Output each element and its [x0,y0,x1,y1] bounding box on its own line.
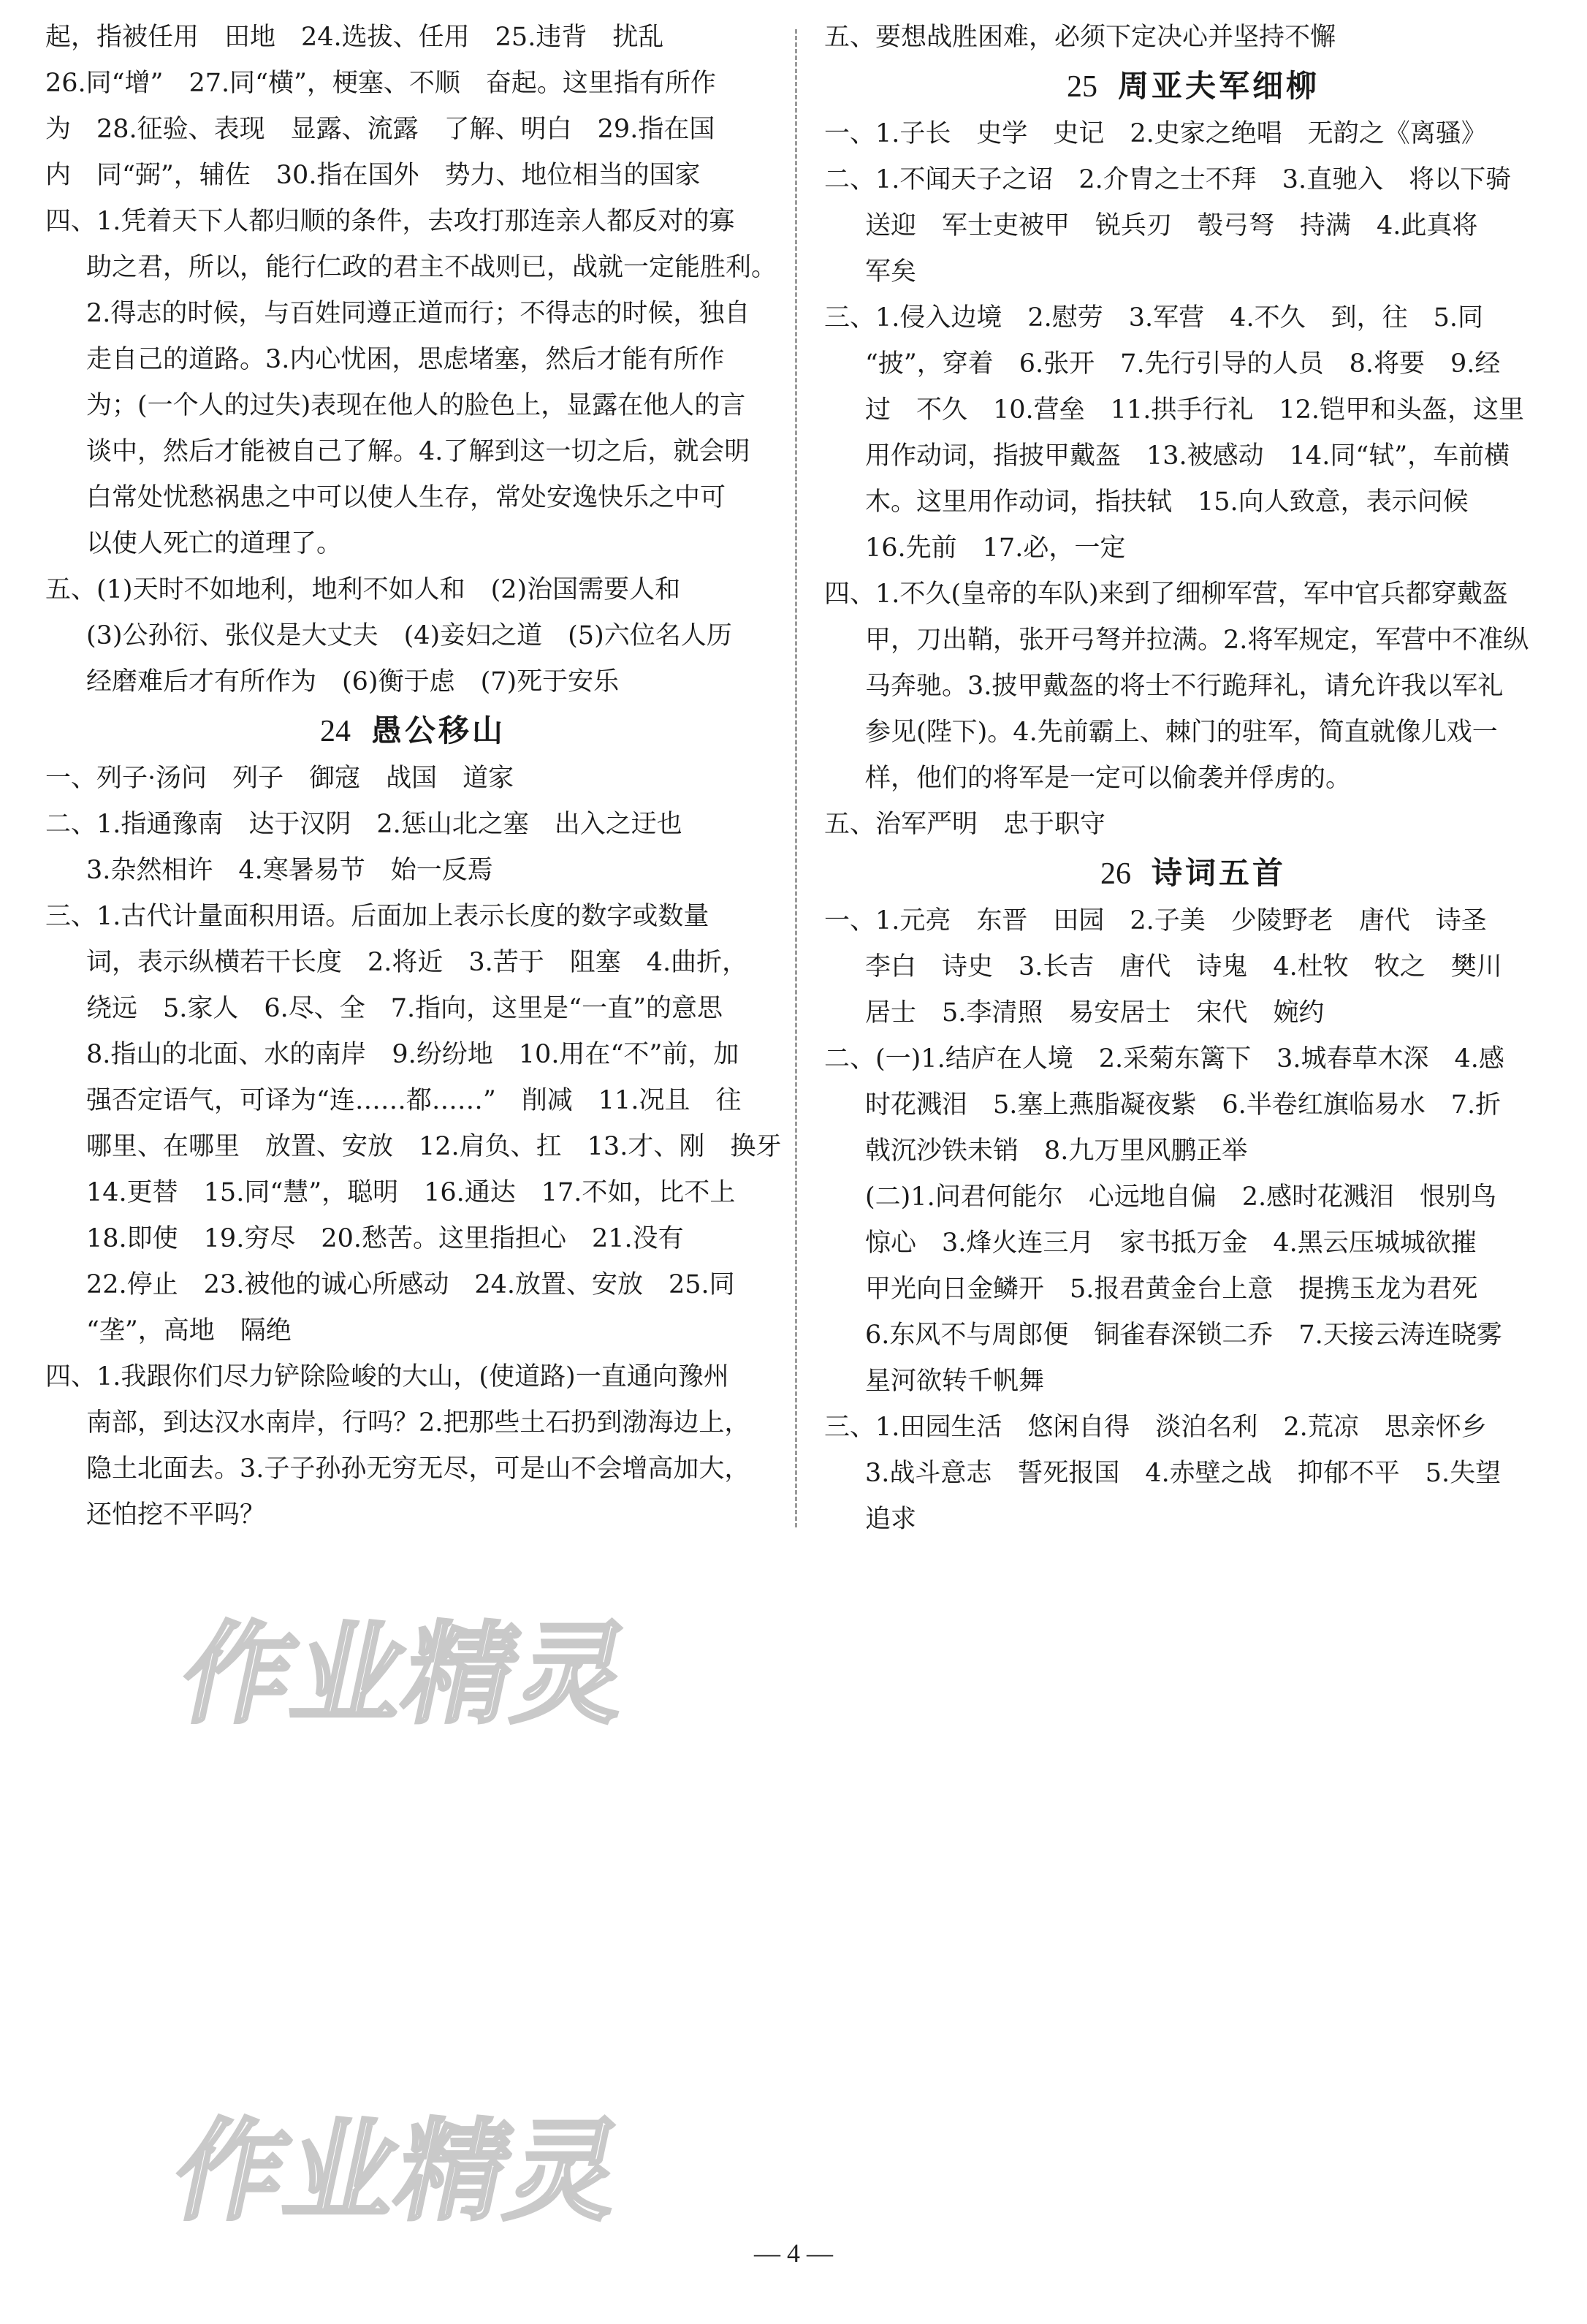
text-line: 甲，刀出鞘，张开弓弩并拉满。2.将军规定，军营中不准纵 [865,626,1529,655]
text-line: 惊心 3.烽火连三月 家书抵万金 4.黑云压城城欲摧 [865,1229,1477,1258]
text-line: 为 28.征验、表现 显露、流露 了解、明白 29.指在国 [45,115,715,144]
text-line: 一、1.子长 史学 史记 2.史家之绝唱 无韵之《离骚》 [824,119,1487,148]
text-line: 三、1.侵入边境 2.慰劳 3.军营 4.不久 到，往 5.同 [824,303,1483,333]
text-line: 谈中，然后才能被自己了解。4.了解到这一切之后，就会明 [86,437,750,466]
watermark-logo: 作业精灵 [163,2108,635,2236]
text-line: 一、1.元亮 东晋 田园 2.子美 少陵野老 唐代 诗圣 [824,906,1487,935]
text-line: 居士 5.李清照 易安居士 宋代 婉约 [865,998,1325,1028]
text-line: 18.即使 19.穷尽 20.愁苦。这里指担心 21.没有 [86,1224,684,1253]
text-line: 四、1.我跟你们尽力铲除险峻的大山，(使道路)一直通向豫州 [45,1362,729,1391]
text-line: 强否定语气，可译为“连……都……” 削减 11.况且 往 [86,1086,742,1115]
text-line: “垄”，高地 隔绝 [86,1316,292,1345]
text-line: 白常处忧愁祸患之中可以使人生存，常处安逸快乐之中可 [86,483,726,512]
text-line: 时花溅泪 5.塞上燕脂凝夜紫 6.半卷红旗临易水 7.折 [865,1090,1502,1120]
section-number: 24 [319,715,351,748]
text-line: 绕远 5.家人 6.尽、全 7.指向，这里是“一直”的意思 [86,994,723,1023]
section-name: 愚公移山 [370,713,506,748]
text-line: 二、1.不闻天子之诏 2.介胄之士不拜 3.直驰入 将以下骑 [824,165,1512,194]
section-title-24 [45,707,780,756]
text-line: 样，他们的将军是一定可以偷袭并俘虏的。 [865,764,1352,793]
text-line: 五、要想战胜困难，必须下定决心并坚持不懈 [824,23,1336,52]
text-line: 星河欲转千帆舞 [865,1367,1045,1396]
text-line: 五、治军严明 忠于职守 [824,810,1106,839]
text-line: 14.更替 15.同“慧”，聪明 16.通达 17.不如，比不上 [86,1178,736,1207]
text-line: 四、1.凭着天下人都归顺的条件，去攻打那连亲人都反对的寡 [45,207,735,236]
text-line: 过 不久 10.营垒 11.拱手行礼 12.铠甲和头盔，这里 [865,395,1524,425]
text-line: 6.东风不与周郎便 铜雀春深锁二乔 7.天接云涛连晓雾 [865,1321,1502,1350]
section-name: 周亚夫军细柳 [1117,68,1320,104]
text-line: 三、1.古代计量面积用语。后面加上表示长度的数字或数量 [45,902,709,931]
text-line: 马奔驰。3.披甲戴盔的将士不行跪拜礼，请允许我以军礼 [865,672,1504,701]
text-line: 追求 [865,1505,917,1534]
text-line: (3)公孙衍、张仪是大丈夫 (4)妾妇之道 (5)六位名人历 [86,621,732,650]
text-line: 五、(1)天时不如地利，地利不如人和 (2)治国需要人和 [45,575,681,604]
text-line: 内 同“弼”，辅佐 30.指在国外 势力、地位相当的国家 [45,161,701,190]
text-line: 起，指被任用 田地 24.选拔、任用 25.违背 扰乱 [45,23,664,52]
text-line: 助之君，所以，能行仁政的君主不战则已，战就一定能胜利。 [86,253,777,282]
text-line: 四、1.不久(皇帝的车队)来到了细柳军营，军中官兵都穿戴盔 [824,580,1508,609]
text-line: 一、列子·汤问 列子 御寇 战国 道家 [45,764,514,793]
text-line: 隐土北面去。3.子子孙孙无穷无尽，可是山不会增高加大， [86,1454,750,1484]
text-line: 军矣 [865,257,917,286]
section-number: 25 [1066,70,1097,104]
text-line: 南部，到达汉水南岸，行吗？2.把那些土石扔到渤海边上， [86,1408,750,1438]
page-number: — 4 — [754,2238,833,2268]
text-line: (二)1.问君何能尔 心远地自偏 2.感时花溅泪 恨别鸟 [865,1182,1497,1212]
text-line: 为；(一个人的过失)表现在他人的脸色上，显露在他人的言 [86,391,746,420]
text-line: 参见(陛下)。4.先前霸上、棘门的驻军，简直就像儿戏一 [865,718,1498,747]
text-line: 木。这里用作动词，指扶轼 15.向人致意，表示问候 [865,487,1469,517]
text-line: 词，表示纵横若干长度 2.将近 3.苦于 阻塞 4.曲折， [86,948,748,977]
text-line: 还怕挖不平吗？ [86,1500,266,1530]
text-line: 26.同“增” 27.同“横”，梗塞、不顺 奋起。这里指有所作 [45,69,716,98]
text-line: 3.战斗意志 誓死报国 4.赤壁之战 抑郁不平 5.失望 [865,1459,1502,1488]
text-line: 哪里、在哪里 放置、安放 12.肩负、扛 13.才、刚 换牙 [86,1132,782,1161]
text-line: 用作动词，指披甲戴盔 13.被感动 14.同“轼”，车前横 [865,441,1510,471]
left-column [45,15,780,1538]
text-line: 2.得志的时候，与百姓同遵正道而行；不得志的时候，独自 [86,299,750,328]
text-line: 送迎 军士吏被甲 锐兵刃 彀弓弩 持满 4.此真将 [865,211,1478,240]
text-line: 走自己的道路。3.内心忧困，思虑堵塞，然后才能有所作 [86,345,725,374]
text-line: 以使人死亡的道理了。 [86,529,343,558]
watermark-logo: 作业精灵 [170,1611,642,1739]
text-line: “披”，穿着 6.张开 7.先行引导的人员 8.将要 9.经 [865,349,1501,379]
text-line: 戟沉沙铁未销 8.九万里风鹏正举 [865,1136,1248,1166]
text-line: 李白 诗史 3.长吉 唐代 诗鬼 4.杜牧 牧之 樊川 [865,952,1502,981]
text-line: 3.杂然相许 4.寒暑易节 始一反焉 [86,856,493,885]
column-divider [795,29,797,1527]
text-line: 22.停止 23.被他的诚心所感动 24.放置、安放 25.同 [86,1270,735,1299]
section-title-25 [824,62,1562,111]
text-line: 甲光向日金鳞开 5.报君黄金台上意 提携玉龙为君死 [865,1275,1478,1304]
text-line: 经磨难后才有所作为 (6)衡于虑 (7)死于安乐 [86,667,620,696]
section-name: 诗词五首 [1151,855,1286,891]
text-line: 二、1.指通豫南 达于汉阴 2.惩山北之塞 出入之迂也 [45,810,682,839]
section-number: 26 [1100,857,1131,891]
text-line: 三、1.田园生活 悠闲自得 淡泊名利 2.荒凉 思亲怀乡 [824,1413,1487,1442]
text-line: 8.指山的北面、水的南岸 9.纷纷地 10.用在“不”前，加 [86,1040,739,1069]
text-line: 16.先前 17.必，一定 [865,533,1126,563]
section-title-26 [824,849,1562,898]
text-line: 二、(一)1.结庐在人境 2.采菊东篱下 3.城春草木深 4.感 [824,1044,1504,1074]
right-column [824,15,1562,1543]
